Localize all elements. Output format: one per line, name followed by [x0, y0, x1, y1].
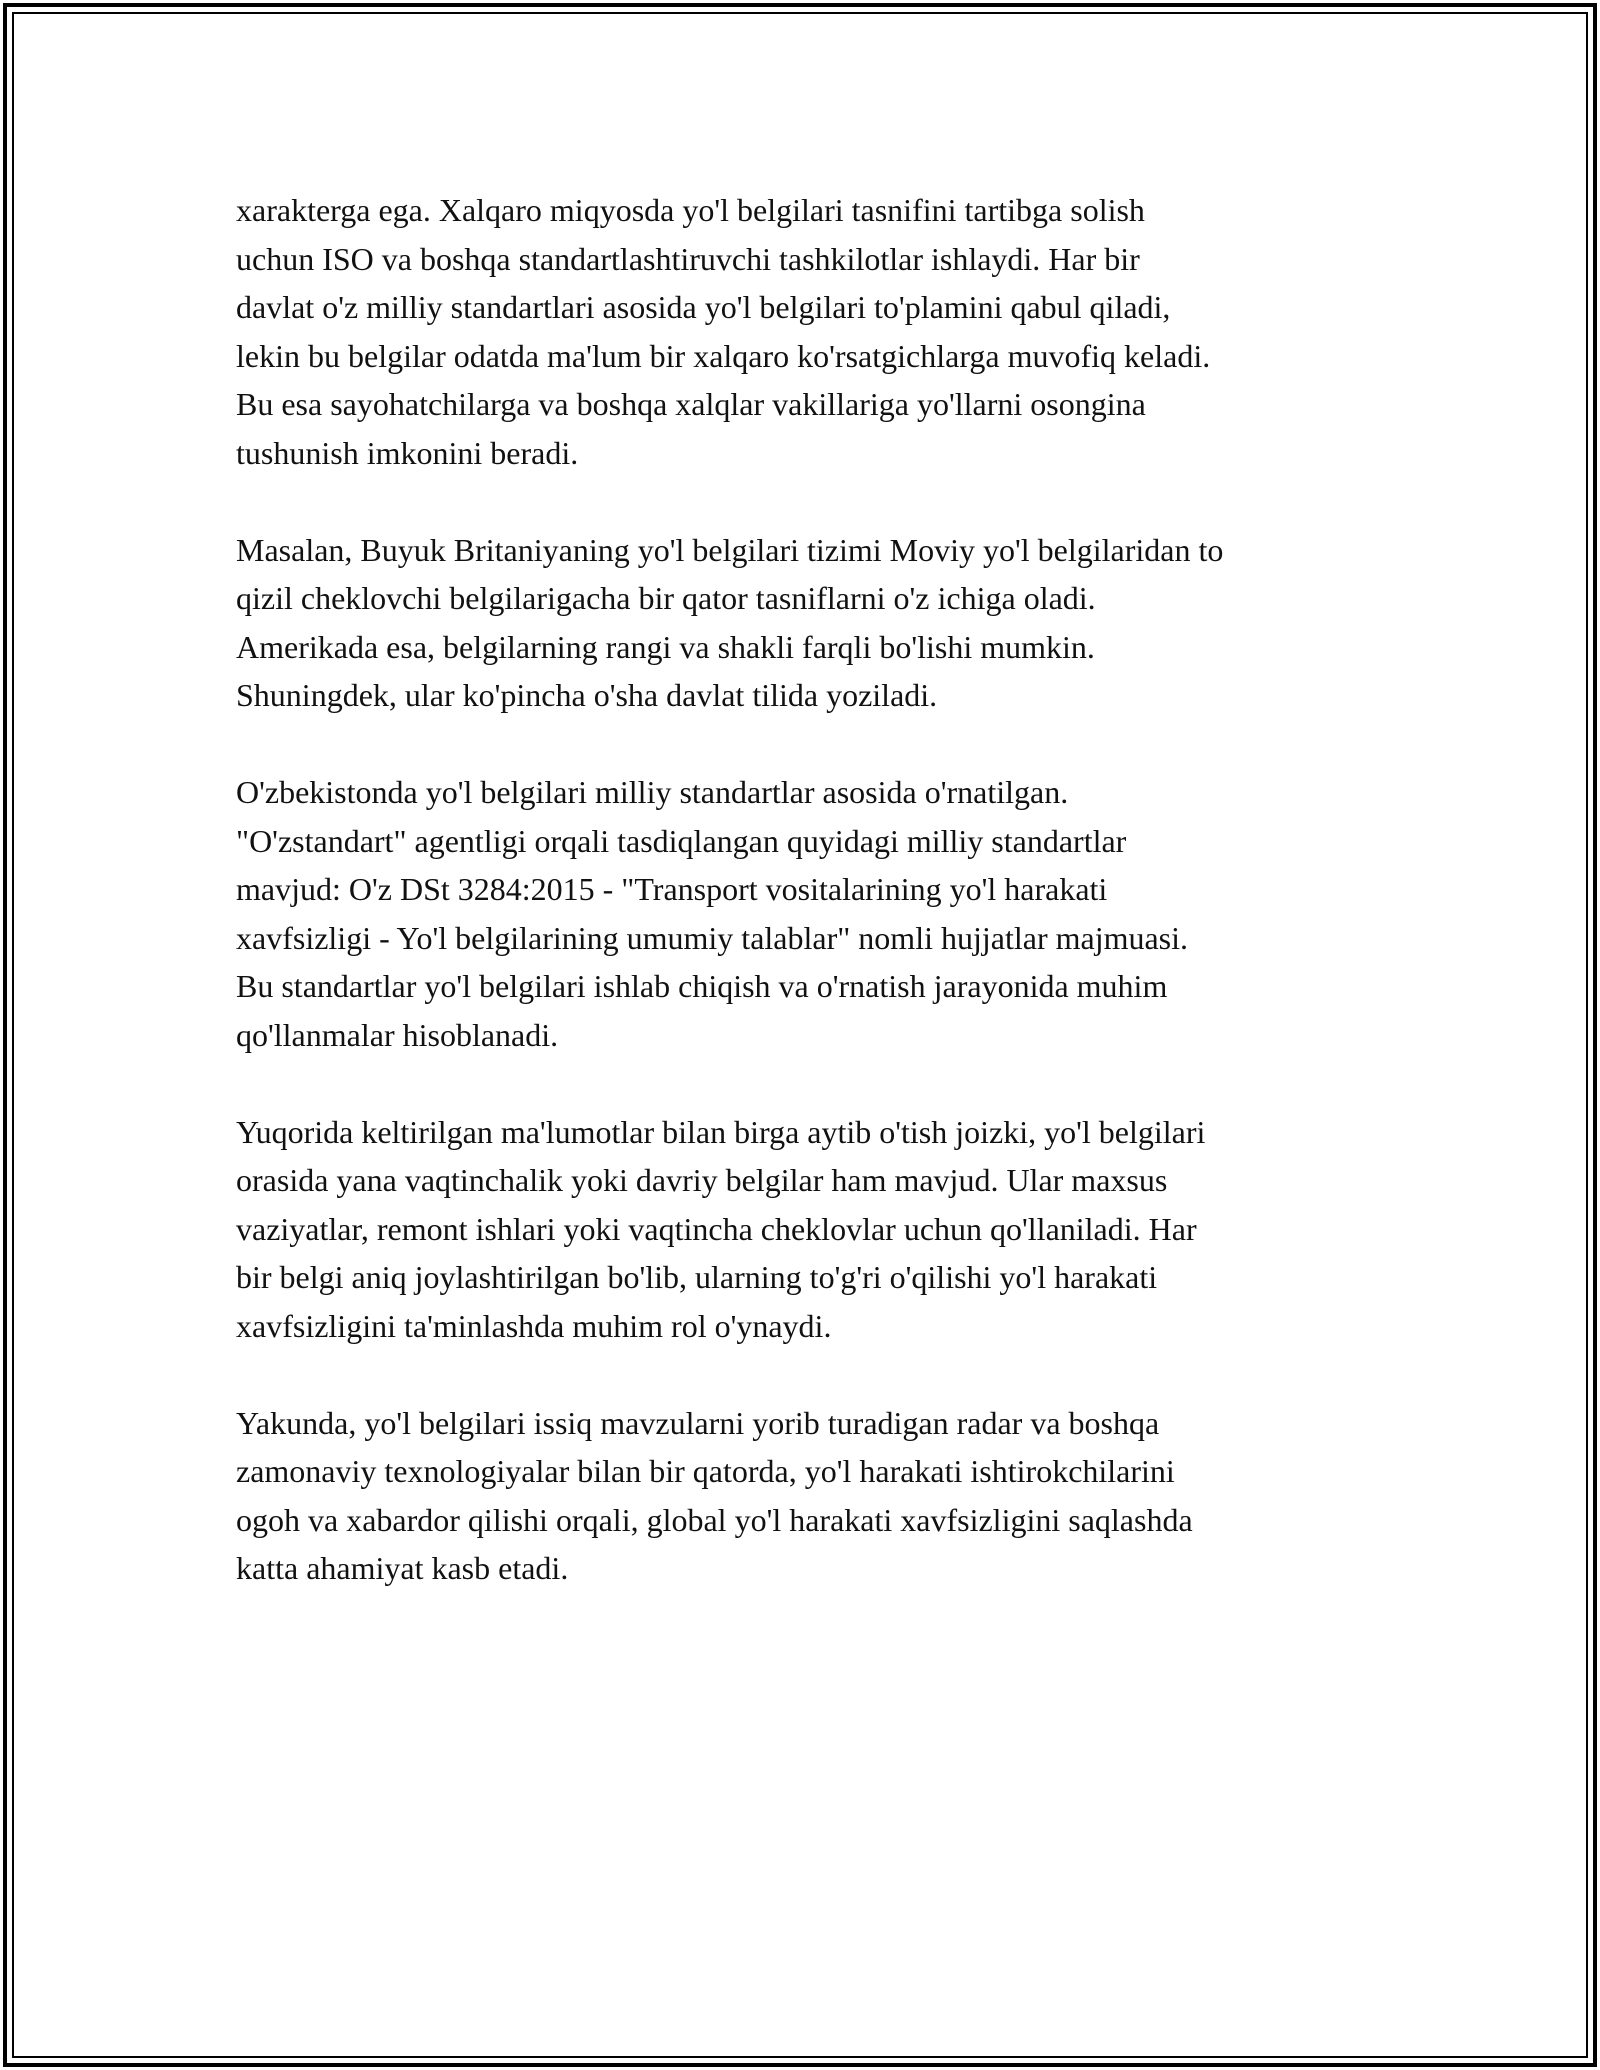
text-line: xarakterga ega. Xalqaro miqyosda yo'l belgilari tasnifini tartibga solish: [236, 192, 1145, 228]
text-line: mavjud: O'z DSt 3284:2015 - "Transport vositalarining yo'l harakati: [236, 871, 1108, 907]
paragraph-5: [236, 1399, 1396, 1593]
text-line: Amerikada esa, belgilarning rangi va shakli farqli bo'lishi mumkin.: [236, 628, 1095, 665]
paragraph-4: [236, 1108, 1396, 1351]
text-line: davlat o'z milliy standartlari asosida yo'l belgilari to'plamini qabul qiladi,: [236, 289, 1171, 325]
paragraph-1: [236, 186, 1396, 477]
text-line: qo'llanmalar hisoblanadi.: [236, 1016, 559, 1053]
text-line: tushunish imkonini beradi.: [236, 434, 579, 471]
paragraph-2: [236, 526, 1396, 720]
text-line: vaziyatlar, remont ishlari yoki vaqtincha cheklovlar uchun qo'llaniladi. Har: [236, 1210, 1197, 1247]
text-line: "O'zstandart" agentligi orqali tasdiqlangan quyidagi milliy standartlar: [236, 822, 1127, 859]
text-line: Yakunda, yo'l belgilari issiq mavzularni yorib turadigan radar va boshqa: [236, 1404, 1160, 1441]
text-line: ogoh va xabardor qilishi orqali, global yo'l harakati xavfsizligini saqlashda: [236, 1501, 1193, 1538]
text-line: Bu standartlar yo'l belgilari ishlab chiqish va o'rnatish jarayonida muhim: [236, 968, 1168, 1004]
text-line: uchun ISO va boshqa standartlashtiruvchi tashkilotlar ishlaydi. Har bir: [236, 240, 1140, 277]
text-line: Bu esa sayohatchilarga va boshqa xalqlar vakillariga yo'llarni osongina: [236, 386, 1146, 422]
text-line: orasida yana vaqtinchalik yoki davriy belgilar ham mavjud. Ular maxsus: [236, 1162, 1168, 1198]
text-line: katta ahamiyat kasb etadi.: [236, 1550, 569, 1586]
text-line: zamonaviy texnologiyalar bilan bir qatorda, yo'l harakati ishtirokchilarini: [236, 1453, 1175, 1489]
text-line: bir belgi aniq joylashtirilgan bo'lib, ularning to'g'ri o'qilishi yo'l harakati: [236, 1259, 1158, 1295]
text-line: lekin bu belgilar odatda ma'lum bir xalqaro ko'rsatgichlarga muvofiq keladi.: [236, 337, 1211, 374]
text-line: O'zbekistonda yo'l belgilari milliy standartlar asosida o'rnatilgan.: [236, 774, 1069, 810]
text-line: xavfsizligi - Yo'l belgilarining umumiy talablar" nomli hujjatlar majmuasi.: [236, 919, 1189, 956]
text-line: Shuningdek, ular ko'pincha o'sha davlat tilida yoziladi.: [236, 677, 938, 713]
paragraph-3: [236, 768, 1396, 1059]
text-line: xavfsizligini ta'minlashda muhim rol o'ynaydi.: [236, 1307, 832, 1344]
text-line: Yuqorida keltirilgan ma'lumotlar bilan birga aytib o'tish joizki, yo'l belgilari: [236, 1113, 1206, 1150]
text-line: Masalan, Buyuk Britaniyaning yo'l belgilari tizimi Moviy yo'l belgilaridan to: [236, 531, 1224, 568]
document-body: [236, 186, 1396, 1641]
text-line: qizil cheklovchi belgilarigacha bir qator tasniflarni o'z ichiga oladi.: [236, 580, 1096, 616]
